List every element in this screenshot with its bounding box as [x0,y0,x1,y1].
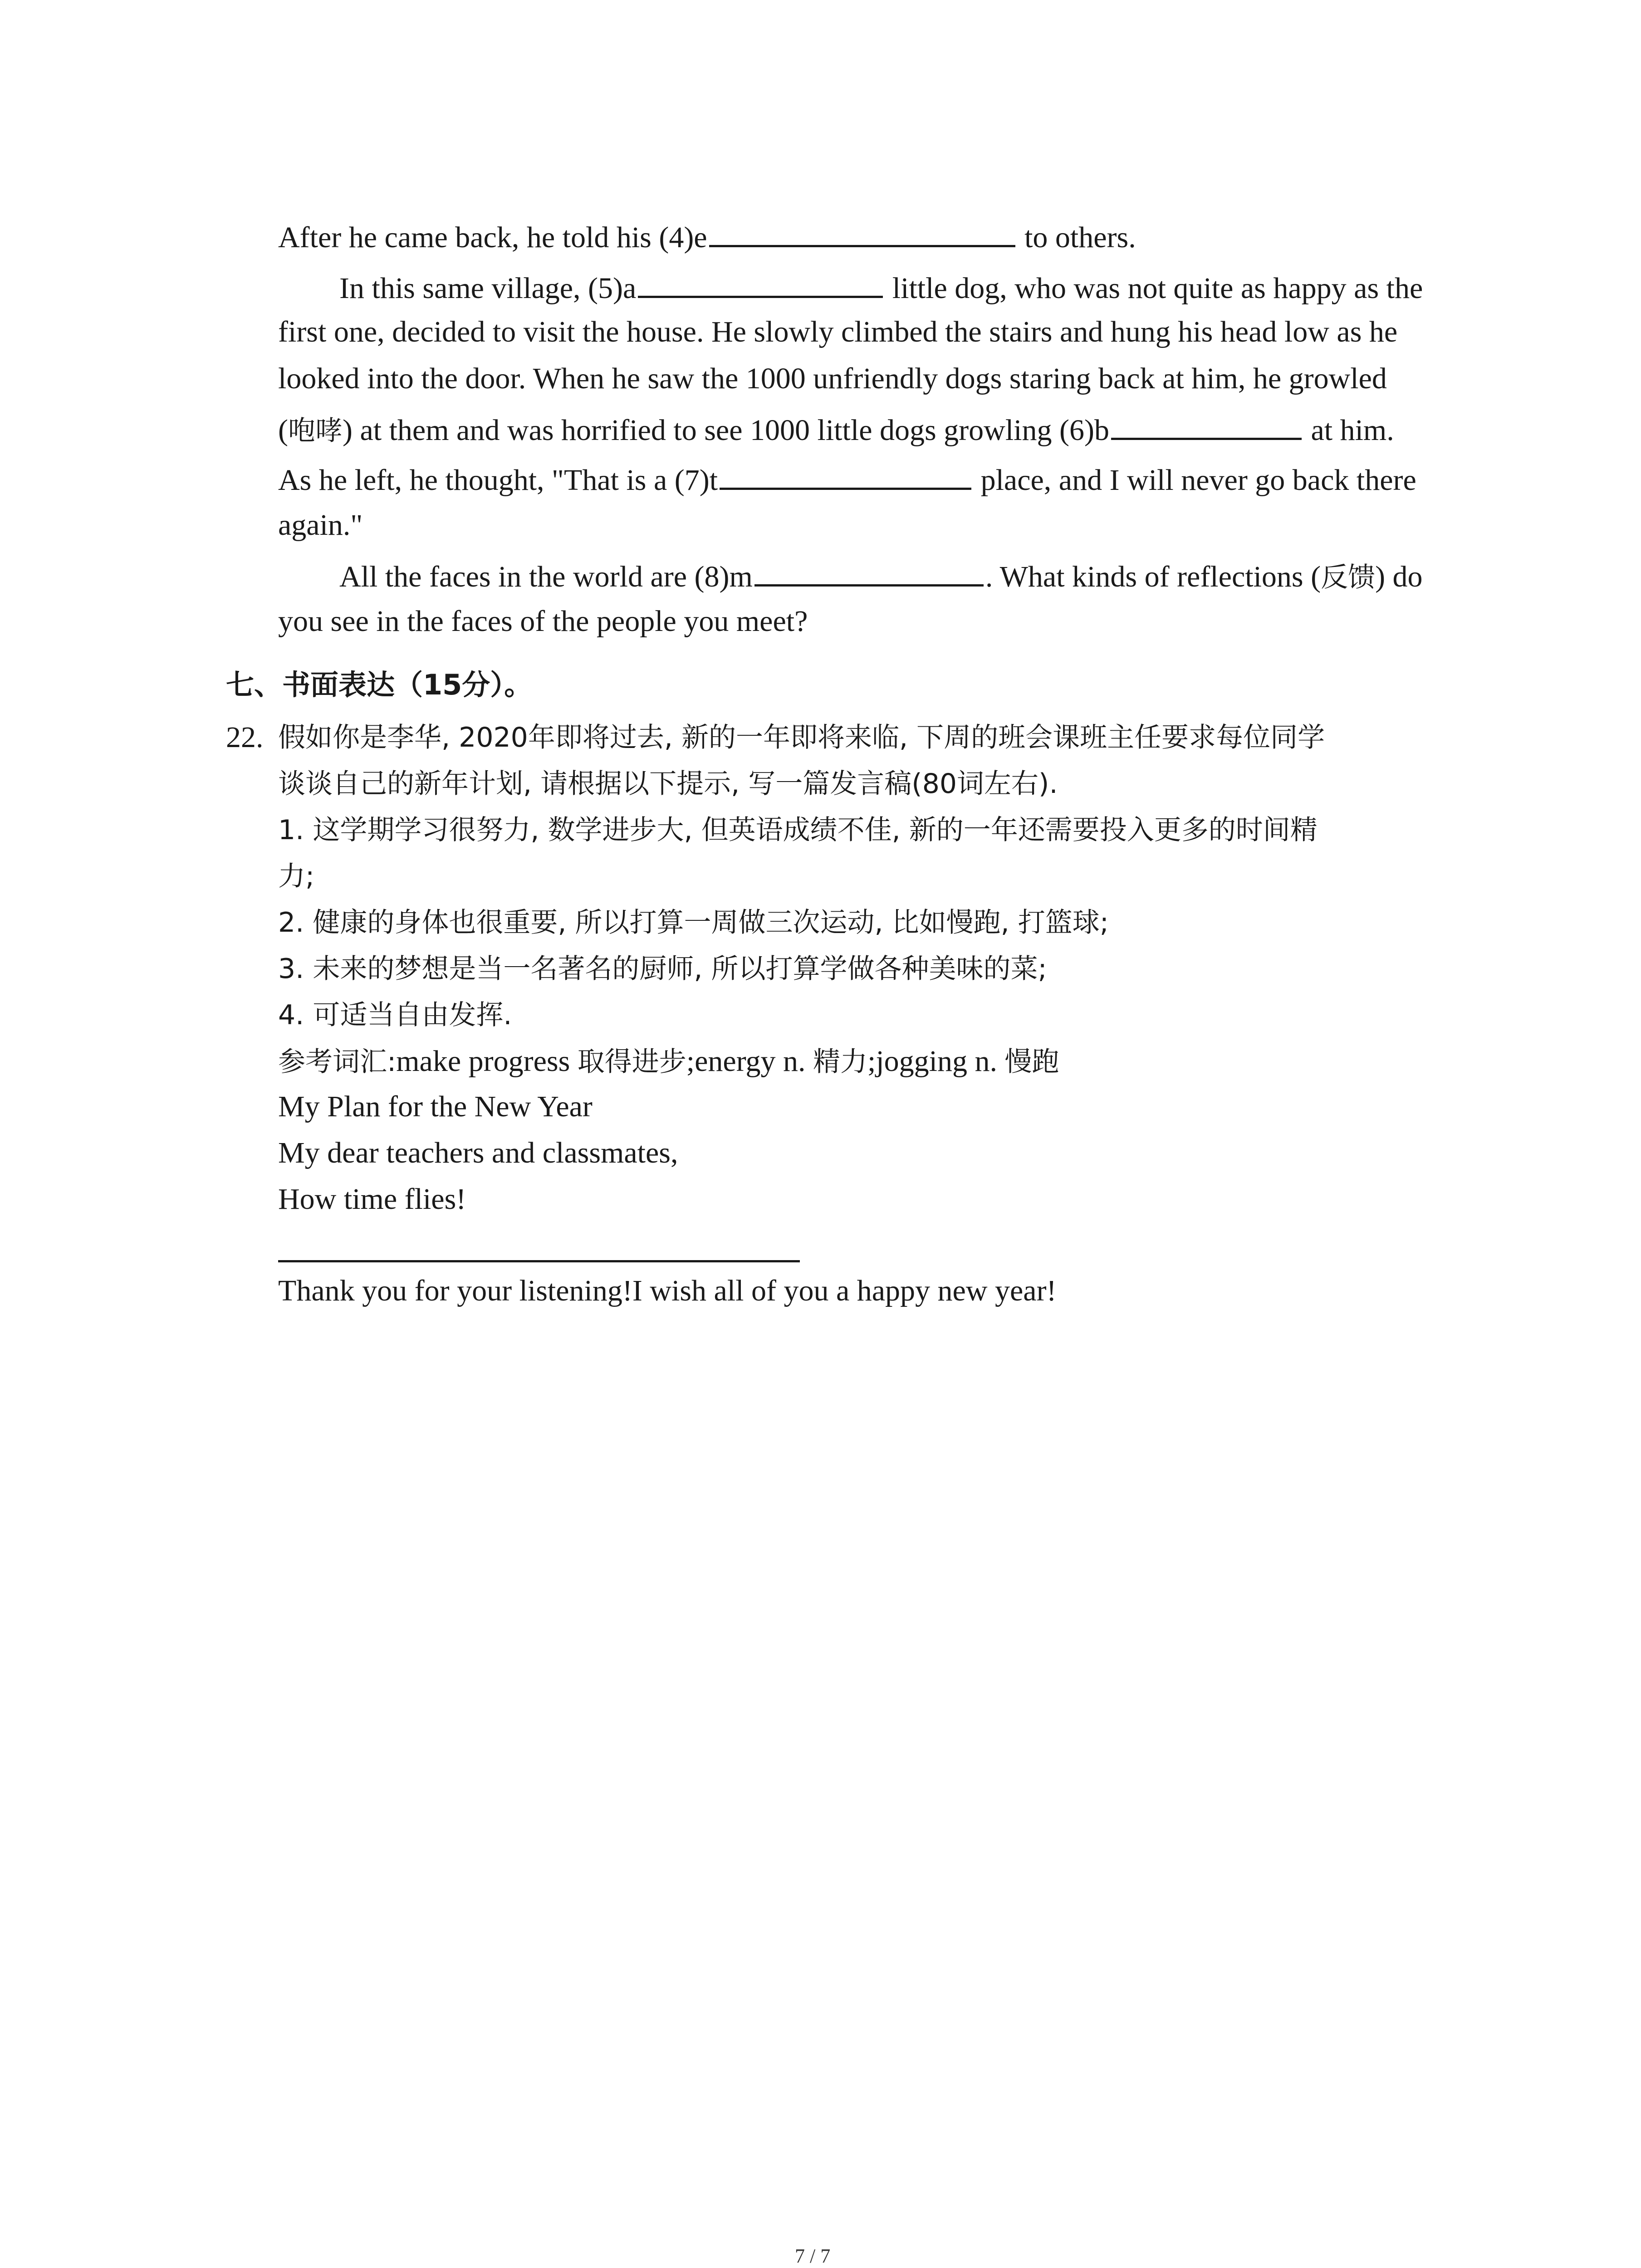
essay-writing-line[interactable] [278,1260,800,1262]
hint-2: 2. 健康的身体也很重要, 所以打算一周做三次运动, 比如慢跑, 打篮球; [278,907,1109,938]
section-heading: 七、书面表达（15分）。 [226,668,533,701]
vocab-term: make progress [396,1045,578,1078]
passage-text: ( [278,414,288,447]
vocab-label: 参考词汇: [278,1046,397,1078]
vocab-gloss: 取得进步 [577,1046,686,1078]
chinese-gloss: 咆哮 [288,415,343,447]
question-22-line-1 [226,719,264,756]
essay-closing: Thank you for your listening!I wish all of you a happy new year! [278,1274,1057,1307]
passage-text: After he came back, he told his (4)e [278,221,707,254]
passage-line-4: looked into the door. When he saw the 1000 unfriendly dogs staring back at him, he growled [278,362,1387,395]
essay-opening: How time flies! [278,1183,466,1216]
passage-line-1 [278,218,1136,256]
passage-text: In this same village, (5)a [339,272,637,305]
passage-text: place, and I will never go back there [980,464,1416,497]
passage-text: As he left, he thought, "That is a (7)t [278,464,718,497]
vocab-term: ;jogging n. [867,1045,1005,1078]
answer-blank-4[interactable] [709,218,1015,247]
passage-text: ) at them and was horrified to see 1000 little dogs growling (6)b [342,414,1109,447]
vocab-gloss: 精力 [813,1046,867,1078]
passage-text: . What kinds of reflections ( [985,560,1321,593]
passage-text: to others. [1024,221,1136,254]
hint-4: 4. 可适当自由发挥. [278,999,512,1031]
essay-title: My Plan for the New Year [278,1090,593,1123]
passage-text: ) do [1375,560,1423,593]
question-number: 22. [226,721,264,754]
answer-blank-6[interactable] [1111,411,1302,440]
hint-1-line-1: 1. 这学期学习很努力, 数学进步大, 但英语成绩不佳, 新的一年还需要投入更多的时间精 [278,814,1318,846]
page-number: 7 / 7 [795,2245,831,2267]
passage-line-6 [278,460,1416,499]
chinese-gloss: 反馈 [1321,562,1376,593]
question-prompt-line-1: 假如你是李华, 2020年即将过去, 新的一年即将来临, 下周的班会课班主任要求每位同学 [278,722,1325,753]
passage-line-3: first one, decided to visit the house. He slowly climbed the stairs and hung his head low as he [278,315,1398,348]
answer-blank-5[interactable] [638,269,883,298]
passage-line-7: again." [278,508,363,542]
question-prompt-line-2: 谈谈自己的新年计划, 请根据以下提示, 写一篇发言稿(80词左右). [278,768,1058,800]
passage-text: at him. [1311,414,1394,447]
vocab-term: ;energy n. [686,1045,813,1078]
hint-1-line-2: 力; [278,860,315,892]
answer-blank-7[interactable] [720,460,971,490]
essay-greeting: My dear teachers and classmates, [278,1136,678,1169]
vocab-gloss: 慢跑 [1004,1046,1059,1078]
passage-text: little dog, who was not quite as happy as the [892,272,1423,305]
passage-line-2 [339,269,1423,307]
passage-line-8 [339,557,1423,596]
passage-line-5 [278,411,1394,449]
reference-vocabulary [278,1043,1059,1080]
answer-blank-8[interactable] [754,557,984,587]
passage-line-9: you see in the faces of the people you meet? [278,605,808,638]
passage-text: All the faces in the world are (8)m [339,560,753,593]
hint-3: 3. 未来的梦想是当一名著名的厨师, 所以打算学做各种美味的菜; [278,953,1047,985]
